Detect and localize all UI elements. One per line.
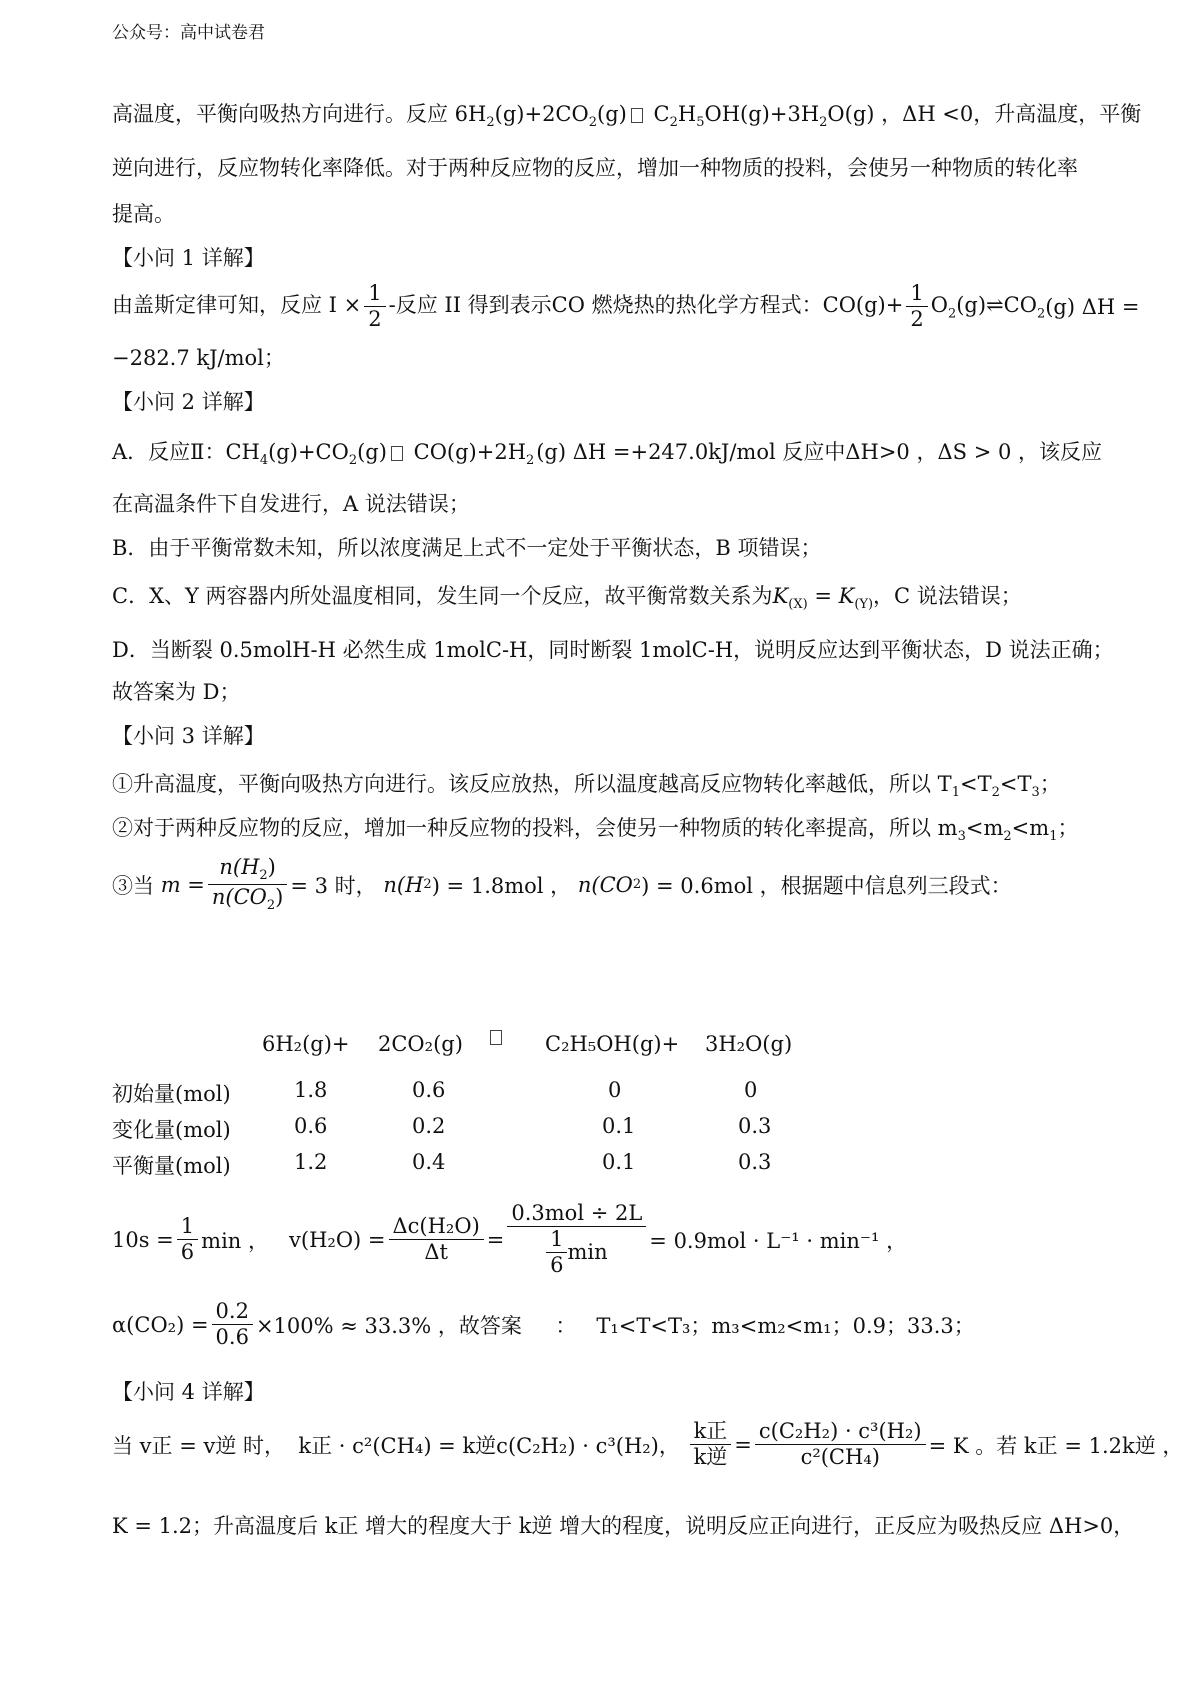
section-title-q1: 【小问 1 详解】 [112, 246, 265, 270]
paragraph-line-3: 提高。 [112, 202, 175, 226]
q2-option-d: D．当断裂 0.5molH-H 必然生成 1molC-H，同时断裂 1molC-H，说明反应达到平衡状态，D 说法正确； [112, 638, 1114, 662]
q4-line-1: 当 v正 = v逆 时， k正 · c²(CH₄) = k逆c(C₂H₂) · c³(H₂)， $\frac{\text{k正}}{\text{k逆}}$ = $\frac{\text{c(C₂H₂) · c³(H₂)}}{\text{c²(CH₄)}}$ = K 。若 k正 = 1.2k逆 ， [112, 1419, 1184, 1470]
q2-option-a-line-1: A．反应Ⅱ：$CH_4(g)+CO_2(g)$ $CO(g)+2H_2$ (g) ΔH =+247.0kJ/mol 反应中ΔH>0 ，ΔS > 0 ，该反应 [112, 440, 1102, 469]
paragraph-line-2: 逆向进行，反应物转化率降低。对于两种反应物的反应，增加一种物质的投料，会使另一种物质的转化率 [112, 156, 1078, 180]
rate-equation: 10s = $\frac{1}{6}$ min ， v(H₂O) = $\frac{\text{Δc(H₂O)}}{\Delta t}$ = 0.3mol ÷ 2L $\frac{1}{6}$ min = 0.9mol · L⁻¹ · min⁻¹ ， [112, 1201, 908, 1278]
equilibrium-arrow-icon [391, 446, 403, 461]
q3-line-3: ③当 m = $\frac{n(H_2)}{n(CO_2)}$ = 3 时， n(H 2 ) = 1.8mol ， n(CO 2 ) = 0.6mol ，根据题中信息列三段式： [112, 855, 1012, 914]
q2-option-c: C．X、Y 两容器内所处温度相同，发生同一个反应，故平衡常数关系为$K_{(X)} = K_{(Y)}$，C 说法错误； [112, 584, 1022, 613]
page-header: 公众号：高中试卷君 [112, 23, 265, 43]
equilibrium-arrow-icon [631, 108, 643, 123]
q2-answer: 故答案为 D； [112, 680, 241, 704]
q2-option-a-line-2: 在高温条件下自发进行，A 说法错误； [112, 492, 470, 516]
paragraph-line-1: 高温度，平衡向吸热方向进行。反应 $6H_2(g)+2CO_2(g)$ $C_2H_5OH(g)+3H_2O(g)$ ， ΔH <0，升高温度，平衡 [112, 102, 1142, 131]
q1-line-1: 由盖斯定律可知，反应 I × $\frac{1}{2}$ -反应 II 得到表示CO 燃烧热的热化学方程式：CO(g)+ $\frac{1}{2}$ $O_2(g)\rightleftharpoons CO_2$ (g) ΔH = [112, 281, 1140, 332]
q3-line-1: ①升高温度，平衡向吸热方向进行。该反应放热，所以温度越高反应物转化率越低，所以 $T_1<T_2<T_3$； [112, 772, 1061, 801]
q4-line-2: K = 1.2；升高温度后 k正 增大的程度大于 k逆 增大的程度，说明反应正向进行，正反应为吸热反应 ΔH>0， [112, 1514, 1135, 1538]
q2-option-b: B．由于平衡常数未知，所以浓度满足上式不一定处于平衡状态，B 项错误； [112, 536, 822, 560]
equilibrium-arrow-icon [490, 1030, 502, 1045]
section-title-q4: 【小问 4 详解】 [112, 1380, 265, 1404]
section-title-q3: 【小问 3 详解】 [112, 724, 265, 748]
section-title-q2: 【小问 2 详解】 [112, 390, 265, 414]
conversion-equation: α(CO₂) = $\frac{0.2}{0.6}$ ×100% ≈ 33.3% ，故答案 ： T₁<T<T₃；m₃<m₂<m₁；0.9；33.3； [112, 1299, 975, 1350]
q3-line-2: ②对于两种反应物的反应，增加一种反应物的投料，会使另一种物质的转化率提高，所以 $m_3<m_2<m_1$； [112, 816, 1079, 845]
q1-line-2: −282.7 kJ/mol； [112, 346, 285, 370]
